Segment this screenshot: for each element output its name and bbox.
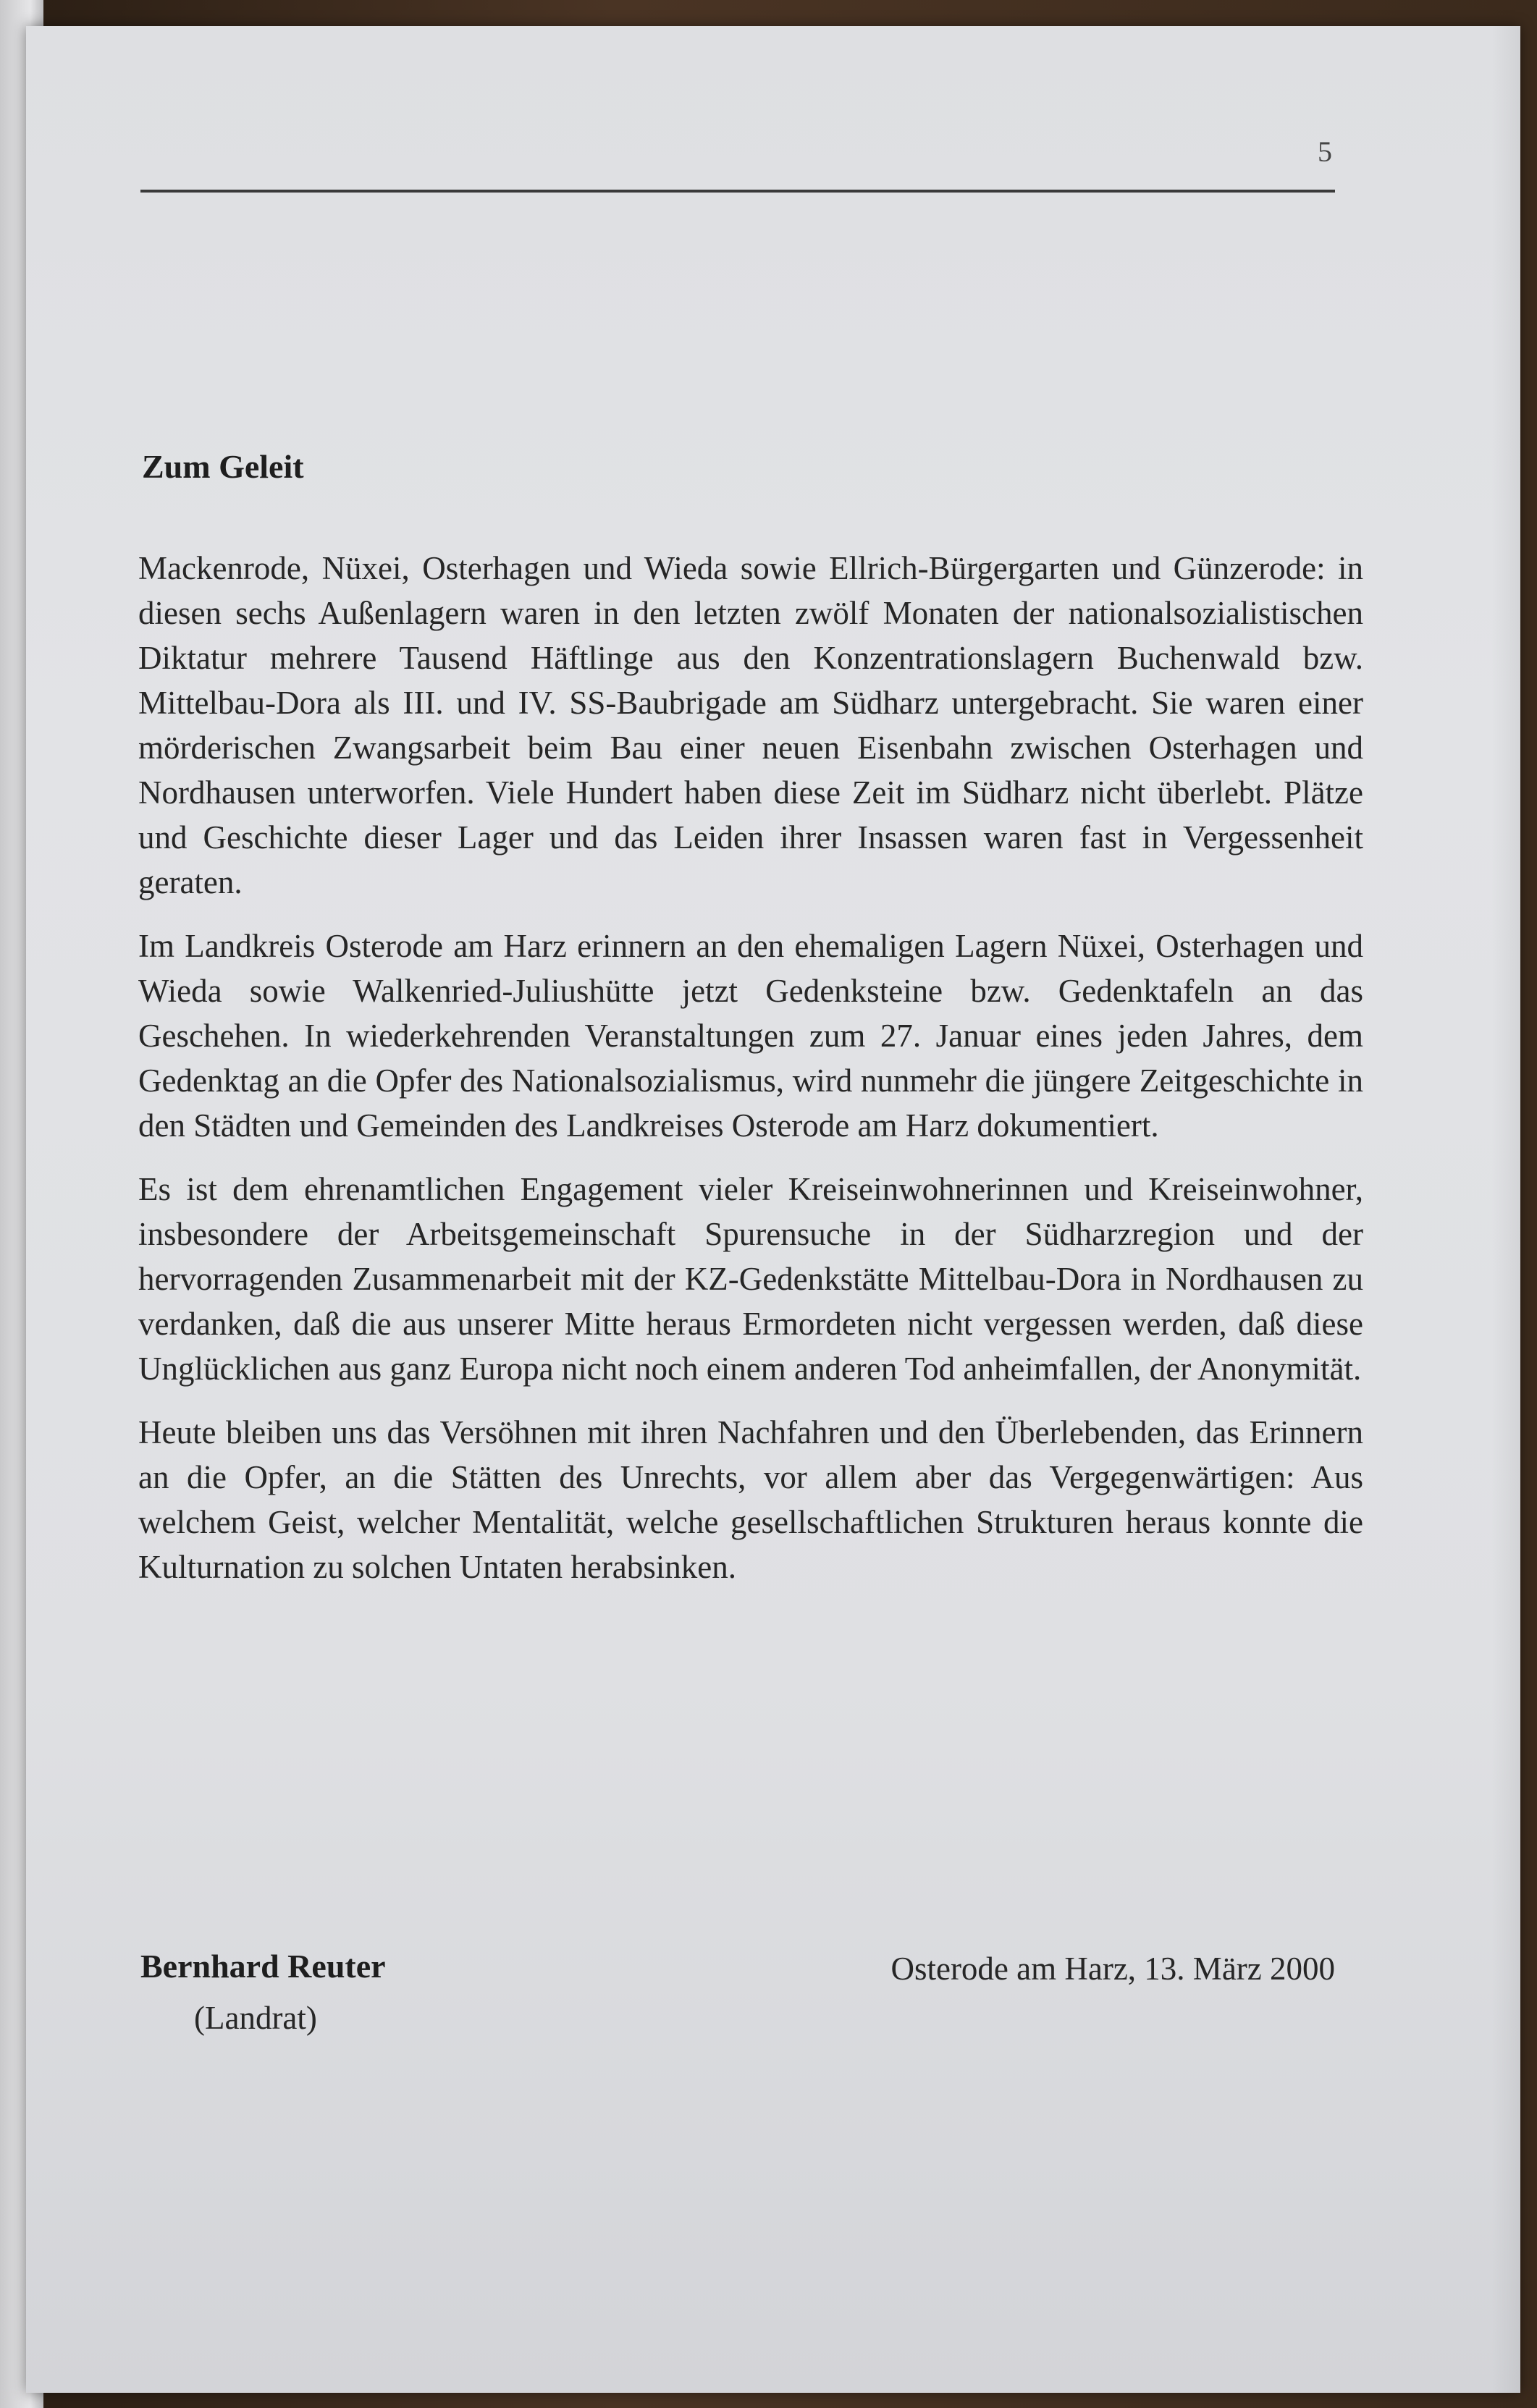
body-text <box>138 546 1363 1608</box>
header-rule <box>140 190 1335 193</box>
paragraph: Mackenrode, Nüxei, Osterhagen und Wieda sowie Ellrich-Bürgergarten und Günzerode: in diesen sechs Außenlagern waren in den letzten zwölf Monaten der nationalsozialistischen Diktatur mehrere Tausend Häftlinge aus den Konzentrationslagern Buchenwald bzw. Mittelbau-Dora als III. und IV. SS-Baubrigade am Südharz untergebracht. Sie waren einer mörderischen Zwangsarbeit beim Bau einer neuen Eisenbahn zwischen Osterhagen und Nordhausen unterworfen. Viele Hundert haben diese Zeit im Südharz nicht überlebt. Plätze und Geschichte dieser Lager und das Leiden ihrer Insassen waren fast in Vergessenheit geraten. <box>138 550 1363 900</box>
section-heading: Zum Geleit <box>142 448 304 485</box>
paragraph: Im Landkreis Osterode am Harz erinnern an den ehemaligen Lagern Nüxei, Osterhagen und Wieda sowie Walkenried-Juliushütte jetzt Gedenksteine bzw. Gedenktafeln an das Geschehen. In wiederkehrenden Veranstaltungen zum 27. Januar eines jeden Jahres, dem Gedenktag an die Opfer des Nationalsozialismus, wird nunmehr die jüngere Zeitgeschichte in den Städten und Gemeinden des Landkreises Osterode am Harz dokumentiert. <box>138 928 1363 1144</box>
signer-name: Bernhard Reuter <box>140 1948 386 1985</box>
signer-title: (Landrat) <box>194 2000 317 2036</box>
book-page <box>26 26 1520 2393</box>
page-edge-shadow <box>1491 26 1520 2393</box>
page-number: 5 <box>1318 135 1332 168</box>
place-and-date: Osterode am Harz, 13. März 2000 <box>890 1951 1335 1987</box>
paragraph: Es ist dem ehrenamtlichen Engagement vieler Kreiseinwohnerinnen und Kreiseinwohner, insbesondere der Arbeitsgemeinschaft Spurensuche in der Südharzregion und der hervorragenden Zusammenarbeit mit der KZ-Gedenkstätte Mittelbau-Dora in Nordhausen zu verdanken, daß die aus unserer Mitte heraus Ermordeten nicht vergessen werden, daß diese Unglücklichen aus ganz Europa nicht noch einem anderen Tod anheimfallen, der Anonymität. <box>138 1171 1363 1387</box>
paragraph: Heute bleiben uns das Versöhnen mit ihren Nachfahren und den Überlebenden, das Erinnern an die Opfer, an die Stätten des Unrechts, vor allem aber das Vergegenwärtigen: Aus welchem Geist, welcher Mentalität, welche gesellschaftlichen Strukturen heraus konnte die Kulturnation zu solchen Untaten herabsinken. <box>138 1414 1363 1585</box>
